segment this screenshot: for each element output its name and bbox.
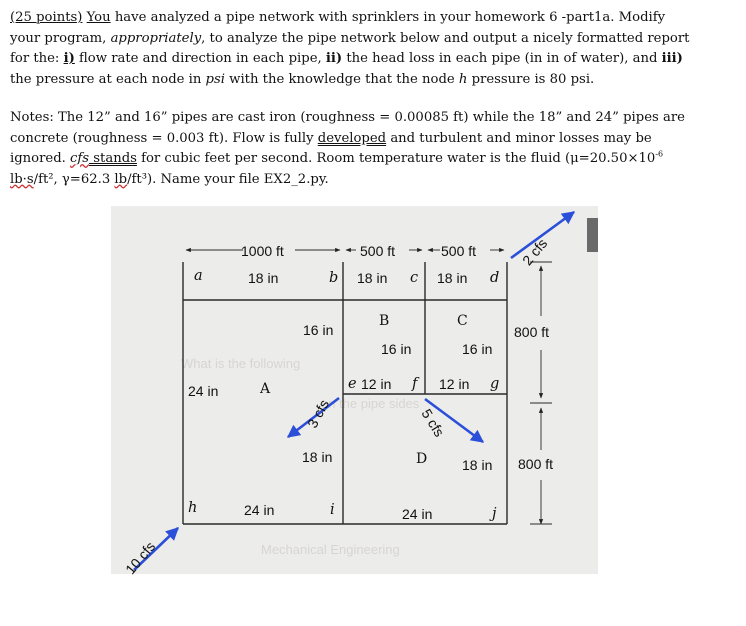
item-marker: iii)	[661, 51, 683, 66]
node-h: h	[188, 500, 198, 516]
notes-underlined: developed	[317, 130, 387, 146]
node-a: a	[194, 268, 203, 284]
problem-lead: You have analyzed a pipe network with sprinklers in your homework 6 -part1a. Modify	[86, 10, 666, 25]
pipe-label-cd: 18 in	[437, 270, 468, 286]
watermark-text: What is the following	[181, 356, 301, 371]
node-i: i	[330, 502, 335, 518]
notes-text: /ft², γ=62.3	[33, 171, 115, 187]
notes-text: Notes: The 12” and 16” pipes are cast iron (roughness = 0.00085 ft) while the 18” and 24” pipes are	[10, 110, 685, 125]
flow-out-f-label: 5 cfs	[418, 406, 448, 440]
node-c: c	[410, 270, 419, 286]
item-marker: i)	[63, 51, 75, 66]
notes-underlined: stands	[89, 151, 137, 166]
pipe-label-ei: 18 in	[302, 449, 333, 465]
loop-C: C	[457, 313, 468, 329]
problem-text: pressure is 80 psi.	[467, 71, 595, 87]
node-j: j	[492, 506, 497, 522]
loop-D: D	[416, 451, 428, 467]
pipe-label-bi: 16 in	[303, 322, 334, 338]
problem-emph: psi	[205, 71, 225, 87]
notes-text: /ft³). Name your file EX2_2.py.	[127, 171, 329, 187]
problem-text: flow rate and direction in each pipe,	[74, 51, 326, 66]
flow-out-e-label: 3 cfs	[304, 396, 333, 431]
problem-text: the pressure at each node in	[10, 71, 206, 87]
dim-800ft-bottom: 800 ft	[518, 456, 554, 472]
watermark-text: on the pipe sides	[321, 396, 420, 411]
pipe-label-hi: 24 in	[244, 502, 275, 518]
notes-text: and turbulent and minor losses may be	[386, 130, 652, 146]
flow-out-d-label: 2 cfs	[519, 235, 551, 269]
notes-text: for cubic feet per second. Room temperature water is the fluid (μ=20.50×10	[136, 151, 656, 166]
dim-800ft-top: 800 ft	[514, 324, 550, 340]
problem-lead-first-word: You	[86, 10, 111, 25]
pipe-label-ah: 24 in	[188, 383, 219, 399]
item-marker: ii)	[325, 51, 343, 66]
problem-text: , to analyze the pipe network below and output a nicely formatted report	[201, 30, 690, 46]
pipe-label-ef: 12 in	[361, 376, 392, 392]
points-label: (25 points)	[10, 10, 83, 25]
flow-in-label: 10 cfs	[122, 538, 159, 578]
pipe-label-be: 16 in	[381, 341, 412, 357]
pipe-label-ij: 24 in	[402, 506, 433, 522]
pipe-label-cf: 16 in	[462, 341, 493, 357]
node-f: f	[412, 376, 418, 392]
notes-text: concrete (roughness = 0.003 ft). Flow is fully	[10, 130, 318, 146]
notes-exponent: -6	[655, 149, 664, 159]
notes-underlined: lb	[114, 171, 128, 187]
problem-text: your program,	[10, 30, 111, 46]
problem-text: with the knowledge that the node	[224, 71, 459, 87]
pipe-label-ab: 18 in	[248, 270, 279, 286]
pipe-label-fg: 12 in	[439, 376, 470, 392]
notes-text: ignored.	[10, 151, 71, 166]
dim-1000ft: 1000 ft	[241, 243, 284, 259]
watermark-text: Mechanical Engineering	[261, 542, 400, 557]
dim-500ft-cd: 500 ft	[441, 243, 477, 259]
pipe-label-gj: 18 in	[462, 457, 493, 473]
node-e: e	[348, 376, 357, 392]
problem-emph: appropriately	[110, 30, 202, 46]
node-d: d	[490, 270, 500, 286]
notes-underlined: cfs	[70, 151, 90, 166]
loop-A: A	[260, 381, 271, 397]
problem-text: for the:	[10, 51, 64, 66]
dim-500ft-bc: 500 ft	[360, 243, 396, 259]
loop-B: B	[379, 313, 390, 329]
problem-text: the head loss in each pipe (in in of water), and	[342, 51, 662, 66]
problem-emph: h	[458, 71, 468, 87]
node-b: b	[329, 270, 339, 286]
node-g: g	[490, 376, 500, 392]
pipe-label-bc: 18 in	[357, 270, 388, 286]
notes-underlined: lb·s	[10, 171, 34, 187]
